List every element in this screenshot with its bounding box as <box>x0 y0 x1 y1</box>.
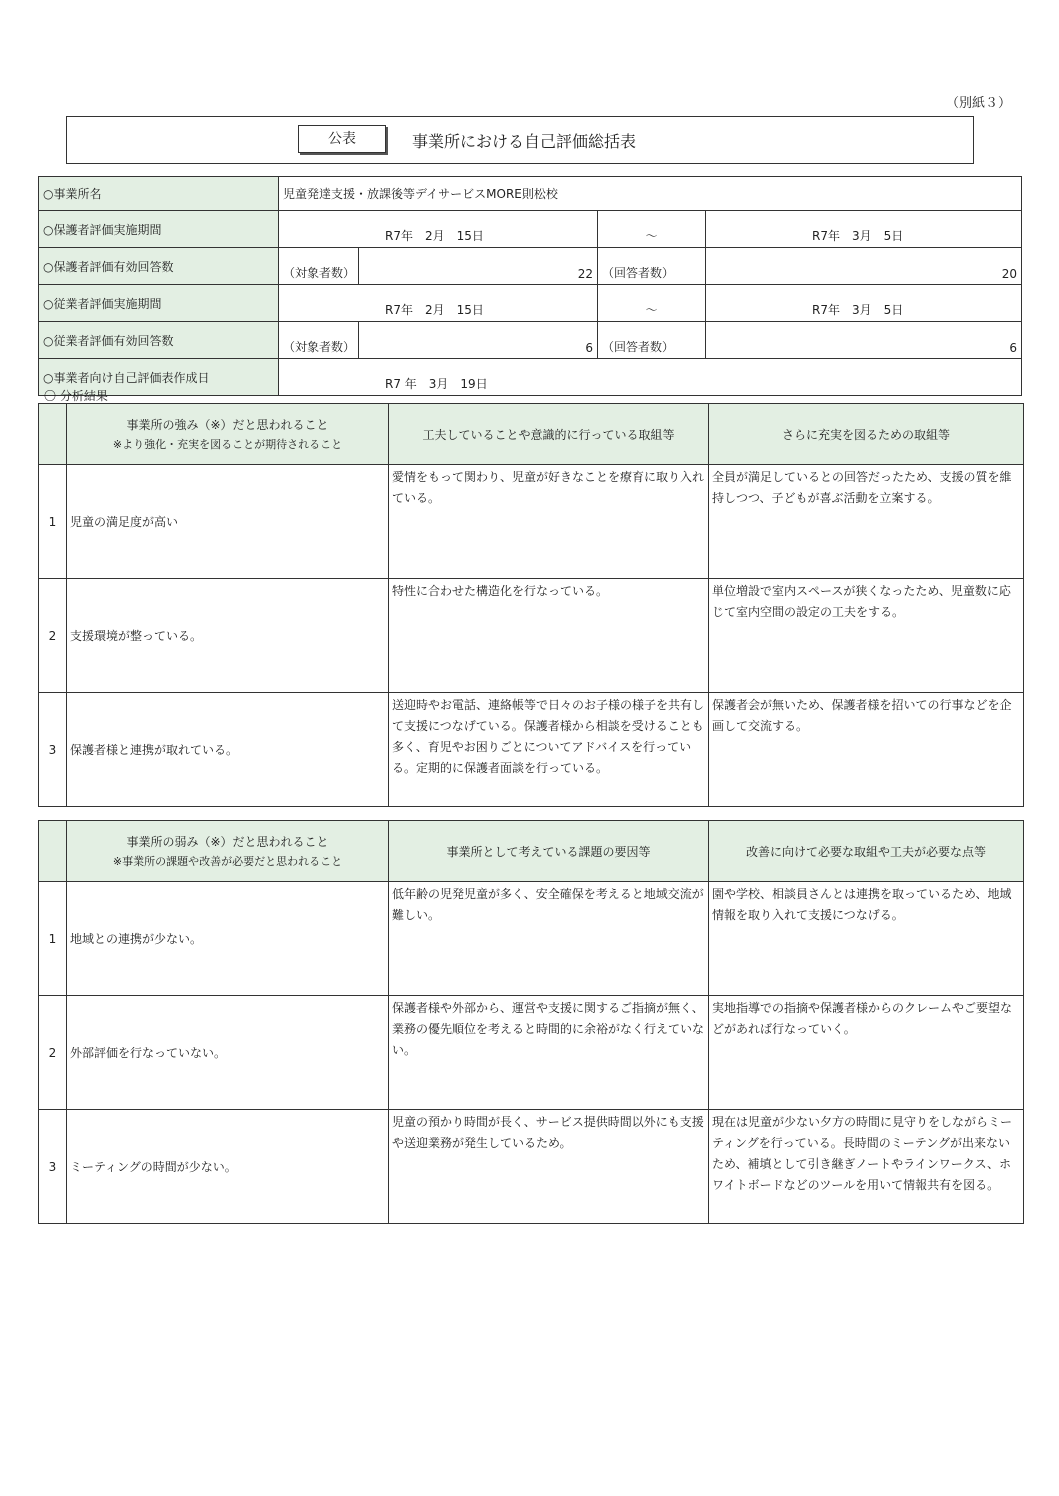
strengths-col2-header: 工夫していることや意識的に行っている取組等 <box>389 404 709 465</box>
strength-item: 児童の満足度が高い <box>67 465 389 579</box>
info-table <box>38 176 1022 396</box>
created-date: R7 年 3月 19日 <box>279 359 1022 396</box>
strength-effort: 特性に合わせた構造化を行なっている。 <box>389 579 709 693</box>
weakness-improve: 園や学校、相談員さんとは連携を取っているため、地域情報を取り入れて支援につなげる。 <box>709 882 1024 996</box>
weakness-cause: 低年齢の児発児童が多く、安全確保を考えると地域交流が難しい。 <box>389 882 709 996</box>
staff-period-label: ○従業者評価実施期間 <box>39 285 279 322</box>
weaknesses-col1-subtitle: ※事業所の課題や改善が必要だと思われること <box>112 855 343 868</box>
strengths-col1-subtitle: ※より強化・充実を図ることが期待されること <box>112 438 343 451</box>
strength-further: 保護者会が無いため、保護者様を招いての行事などを企画して交流する。 <box>709 693 1024 807</box>
weaknesses-header-row <box>39 821 1024 882</box>
row-number: 3 <box>39 693 67 807</box>
table-row <box>39 1110 1024 1224</box>
row-number: 3 <box>39 1110 67 1224</box>
office-name: 児童発達支援・放課後等デイサービスMORE則松校 <box>279 177 1022 211</box>
header-blank-cell <box>39 821 67 882</box>
strength-further: 全員が満足しているとの回答だったため、支援の質を維持しつつ、子どもが喜ぶ活動を立案する。 <box>709 465 1024 579</box>
weaknesses-col1-title: 事業所の弱み（※）だと思われること <box>126 835 329 849</box>
staff-target-label: （対象者数） <box>279 322 359 359</box>
office-label: ○事業所名 <box>39 177 279 211</box>
table-row <box>39 996 1024 1110</box>
strength-item: 保護者様と連携が取れている。 <box>67 693 389 807</box>
guardian-target-label: （対象者数） <box>279 248 359 285</box>
staff-period-start: R7年 2月 15日 <box>279 285 598 322</box>
strengths-col1-title: 事業所の強み（※）だと思われること <box>126 418 329 432</box>
staff-responses-label: ○従業者評価有効回答数 <box>39 322 279 359</box>
strengths-col1-header <box>67 404 389 465</box>
guardian-period-end: R7年 3月 5日 <box>706 211 1022 248</box>
weaknesses-col3-header: 改善に向けて必要な取組や工夫が必要な点等 <box>709 821 1024 882</box>
weakness-improve: 現在は児童が少ない夕方の時間に見守りをしながらミーティングを行っている。長時間のミーテングが出来ないため、補填として引き継ぎノートやラインワークス、ホワイトボードなどのツールを用いて情報共有を図る。 <box>709 1110 1024 1224</box>
title-box <box>66 116 974 164</box>
strength-effort: 送迎時やお電話、連絡帳等で日々のお子様の様子を共有して支援につなげている。保護者様から相談を受けることも多く、育児やお困りごとについてアドバイスを行っている。定期的に保護者面談を行っている。 <box>389 693 709 807</box>
strength-further: 単位増設で室内スペースが狭くなったため、児童数に応じて室内空間の設定の工夫をする。 <box>709 579 1024 693</box>
weaknesses-col2-header: 事業所として考えている課題の要因等 <box>389 821 709 882</box>
header-blank-cell <box>39 404 67 465</box>
table-row <box>39 579 1024 693</box>
row-number: 1 <box>39 465 67 579</box>
staff-period-tilde: ～ <box>598 285 706 322</box>
row-number: 1 <box>39 882 67 996</box>
page-title: 事業所における自己評価総括表 <box>412 132 637 151</box>
weakness-item: 外部評価を行なっていない。 <box>67 996 389 1110</box>
weakness-improve: 実地指導での指摘や保護者様からのクレームやご要望などがあれば行なっていく。 <box>709 996 1024 1110</box>
strengths-table <box>38 403 1024 807</box>
staff-respondent-label: （回答者数） <box>598 322 706 359</box>
created-label: ○事業者向け自己評価表作成日 <box>39 359 279 396</box>
strength-item: 支援環境が整っている。 <box>67 579 389 693</box>
weaknesses-table <box>38 820 1024 1224</box>
row-number: 2 <box>39 579 67 693</box>
staff-target-value: 6 <box>359 322 598 359</box>
guardian-respondent-label: （回答者数） <box>598 248 706 285</box>
weakness-item: 地域との連携が少ない。 <box>67 882 389 996</box>
strengths-header-row <box>39 404 1024 465</box>
table-row <box>39 882 1024 996</box>
guardian-period-tilde: ～ <box>598 211 706 248</box>
weakness-item: ミーティングの時間が少ない。 <box>67 1110 389 1224</box>
guardian-responses-label: ○保護者評価有効回答数 <box>39 248 279 285</box>
staff-period-end: R7年 3月 5日 <box>706 285 1022 322</box>
strengths-col3-header: さらに充実を図るための取組等 <box>709 404 1024 465</box>
weakness-cause: 児童の預かり時間が長く、サービス提供時間以外にも支援や送迎業務が発生しているため。 <box>389 1110 709 1224</box>
analysis-label: 〇 分析結果 <box>44 389 108 403</box>
staff-respondent-value: 6 <box>706 322 1022 359</box>
weakness-cause: 保護者様や外部から、運営や支援に関するご指摘が無く、業務の優先順位を考えると時間的に余裕がなく行えていない。 <box>389 996 709 1110</box>
row-number: 2 <box>39 996 67 1110</box>
guardian-period-label: ○保護者評価実施期間 <box>39 211 279 248</box>
table-row <box>39 693 1024 807</box>
guardian-respondent-value: 20 <box>706 248 1022 285</box>
public-label: 公表 <box>298 125 386 153</box>
strength-effort: 愛情をもって関わり、児童が好きなことを療育に取り入れている。 <box>389 465 709 579</box>
guardian-period-start: R7年 2月 15日 <box>279 211 598 248</box>
table-row <box>39 465 1024 579</box>
weaknesses-col1-header <box>67 821 389 882</box>
guardian-target-value: 22 <box>359 248 598 285</box>
annex-label: （別紙３） <box>945 96 1011 111</box>
